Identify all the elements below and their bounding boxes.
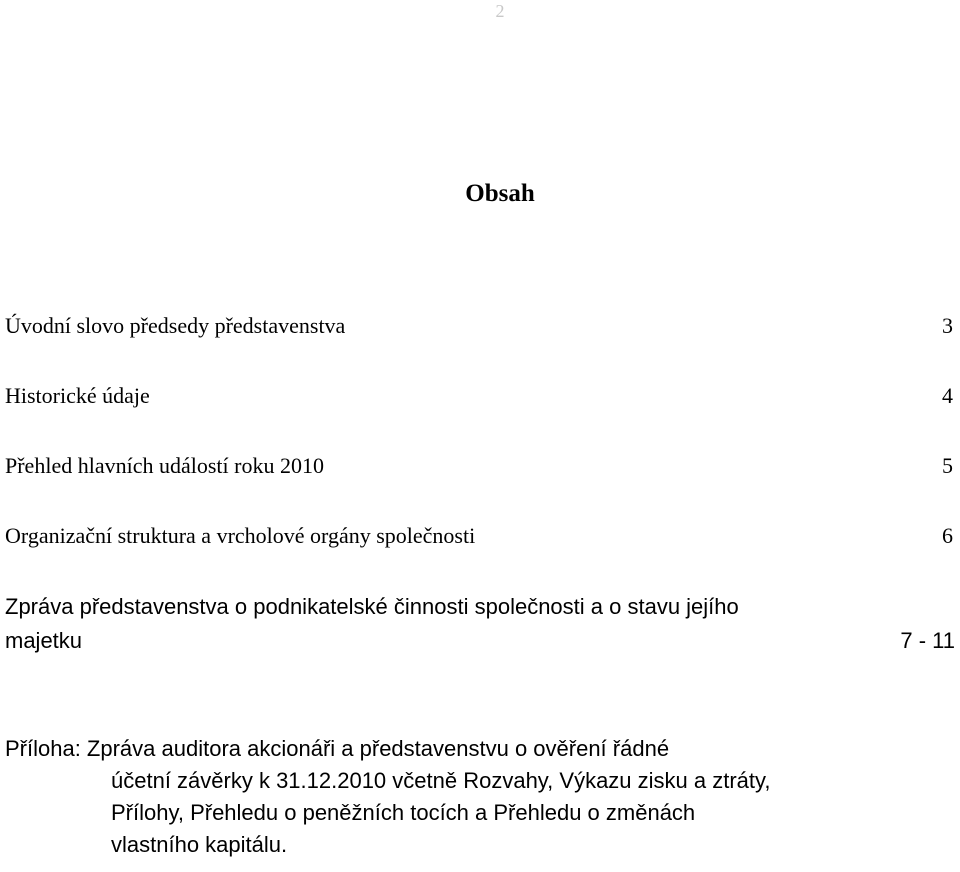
- toc-entry[interactable]: [5, 311, 953, 341]
- toc-entry[interactable]: [5, 521, 953, 551]
- page-number: 2: [495, 1, 505, 21]
- appendix-entry[interactable]: [5, 733, 960, 861]
- toc-entry-report[interactable]: [5, 590, 955, 658]
- appendix-line-2: účetní závěrky k 31.12.2010 včetně Rozvahy, Výkazu zisku a ztráty,: [111, 768, 771, 793]
- toc-entry[interactable]: [5, 451, 953, 481]
- toc-entry-label: Přehled hlavních událostí roku 2010: [5, 453, 324, 478]
- appendix-line-4: vlastního kapitálu.: [111, 832, 288, 857]
- toc-entry-label: Organizační struktura a vrcholové orgány společnosti: [5, 523, 476, 548]
- toc-entry-page: 7 - 11: [900, 628, 955, 653]
- toc-entry-page: 6: [942, 523, 953, 548]
- appendix-line-1: Příloha: Zpráva auditora akcionáři a představenstvu o ověření řádné: [5, 736, 670, 761]
- toc-entry-label-line-1: Zpráva představenstva o podnikatelské činnosti společnosti a o stavu jejího: [5, 594, 739, 619]
- toc-entry-page: 5: [942, 453, 953, 478]
- toc-entry-page: 3: [942, 313, 953, 338]
- page-title: Obsah: [465, 180, 535, 207]
- toc-entry-label: Úvodní slovo předsedy představenstva: [5, 313, 346, 338]
- toc-entry-page: 4: [942, 383, 953, 408]
- appendix-line-3: Přílohy, Přehledu o peněžních tocích a Přehledu o změnách: [111, 800, 696, 825]
- toc-entry-label-line-2: majetku: [5, 628, 83, 653]
- toc-entry-label: Historické údaje: [5, 383, 150, 408]
- toc-entry[interactable]: [5, 381, 953, 411]
